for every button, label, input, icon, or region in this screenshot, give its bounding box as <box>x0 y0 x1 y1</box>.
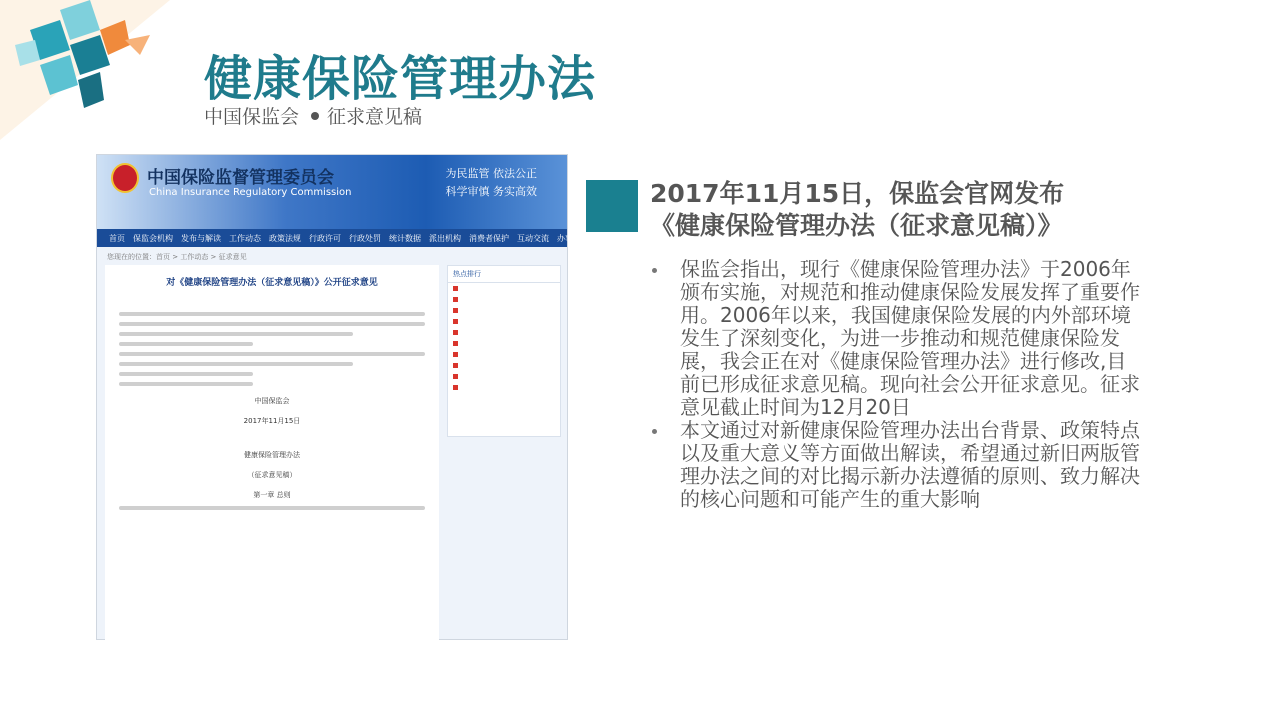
subtitle-org: 中国保监会 <box>204 106 300 128</box>
nav-item: 政策法规 <box>269 233 301 243</box>
site-slogan-1: 为民监管 依法公正 <box>445 167 537 180</box>
nav-item: 行政许可 <box>309 233 341 243</box>
nav-item: 统计数据 <box>389 233 421 243</box>
website-breadcrumb: 您现在的位置：首页 > 工作动态 > 征求意见 <box>107 253 247 261</box>
doc-subtitle: （征求意见稿） <box>247 471 297 479</box>
sidebar-item <box>448 316 560 327</box>
page-title: 健康保险管理办法 <box>204 51 597 107</box>
text-line <box>119 506 425 510</box>
sidebar-head: 热点排行 <box>448 266 560 283</box>
corner-decoration <box>0 0 170 140</box>
sidebar-item <box>448 283 560 294</box>
headline <box>650 178 1064 242</box>
sidebar-item <box>448 382 560 393</box>
website-sidebar <box>447 265 561 437</box>
nav-item: 发布与解读 <box>181 233 221 243</box>
text-line <box>119 382 253 386</box>
nav-item: 消费者保护 <box>469 233 509 243</box>
site-slogan-2: 科学审慎 务实高效 <box>445 185 537 198</box>
sidebar-item <box>448 371 560 382</box>
doc-chapter: 第一章 总则 <box>253 491 291 499</box>
sidebar-item <box>448 338 560 349</box>
text-line <box>119 332 353 336</box>
article-meta <box>105 298 439 306</box>
text-line <box>119 342 253 346</box>
nav-item: 办事服务 <box>557 233 589 243</box>
site-name-en: China Insurance Regulatory Commission <box>149 187 352 198</box>
bullet-item: 本文通过对新健康保险管理办法出台背景、政策特点以及重大意义等方面做出解读，希望通过新旧两版管理办法之间的对比揭示新办法遵循的原则、致力解决的核心问题和可能产生的重大影响 <box>650 419 1140 511</box>
text-line <box>119 372 253 376</box>
headline-line-2: 《健康保险管理办法（征求意见稿）》 <box>650 211 1063 240</box>
text-line <box>119 352 425 356</box>
nav-item: 保监会机构 <box>133 233 173 243</box>
text-line <box>119 312 425 316</box>
bullet-dot <box>311 112 319 120</box>
website-screenshot <box>96 154 589 640</box>
article-title: 对《健康保险管理办法（征求意见稿）》公开征求意见 <box>166 278 378 288</box>
bullet-list <box>650 258 1140 511</box>
nav-item: 首页 <box>109 233 125 243</box>
text-line <box>119 322 425 326</box>
website-article <box>105 265 439 645</box>
subtitle-note: 征求意见稿 <box>327 106 423 128</box>
nav-item: 行政处罚 <box>349 233 381 243</box>
nav-item: 工作动态 <box>229 233 261 243</box>
bullet-item: 保监会指出，现行《健康保险管理办法》于2006年颁布实施，对规范和推动健康保险发展发挥了重要作用。2006年以来，我国健康保险发展的内外部环境发生了深刻变化，为进一步推动和规范健康保险发展，我会正在对《健康保险管理办法》进行修改,目前已形成征求意见稿。现向社会公开征求意见。征求意见截止时间为12月20日 <box>650 258 1140 419</box>
sidebar-item <box>448 294 560 305</box>
nav-item: 互动交流 <box>517 233 549 243</box>
nav-item: 派出机构 <box>429 233 461 243</box>
website-nav <box>97 229 589 247</box>
sidebar-item <box>448 327 560 338</box>
website-banner <box>97 155 567 229</box>
headline-line-1: 2017年11月15日，保监会官网发布 <box>650 179 1065 208</box>
site-name-cn: 中国保险监督管理委员会 <box>147 168 334 188</box>
accent-square <box>586 180 638 232</box>
page-subtitle <box>204 102 422 129</box>
sidebar-item <box>448 360 560 371</box>
sidebar-item <box>448 305 560 316</box>
article-signature: 中国保监会 <box>254 397 290 405</box>
national-emblem-icon <box>111 163 139 193</box>
sidebar-item <box>448 349 560 360</box>
text-line <box>119 362 353 366</box>
article-date: 2017年11月15日 <box>243 417 301 425</box>
doc-title: 健康保险管理办法 <box>244 451 300 459</box>
